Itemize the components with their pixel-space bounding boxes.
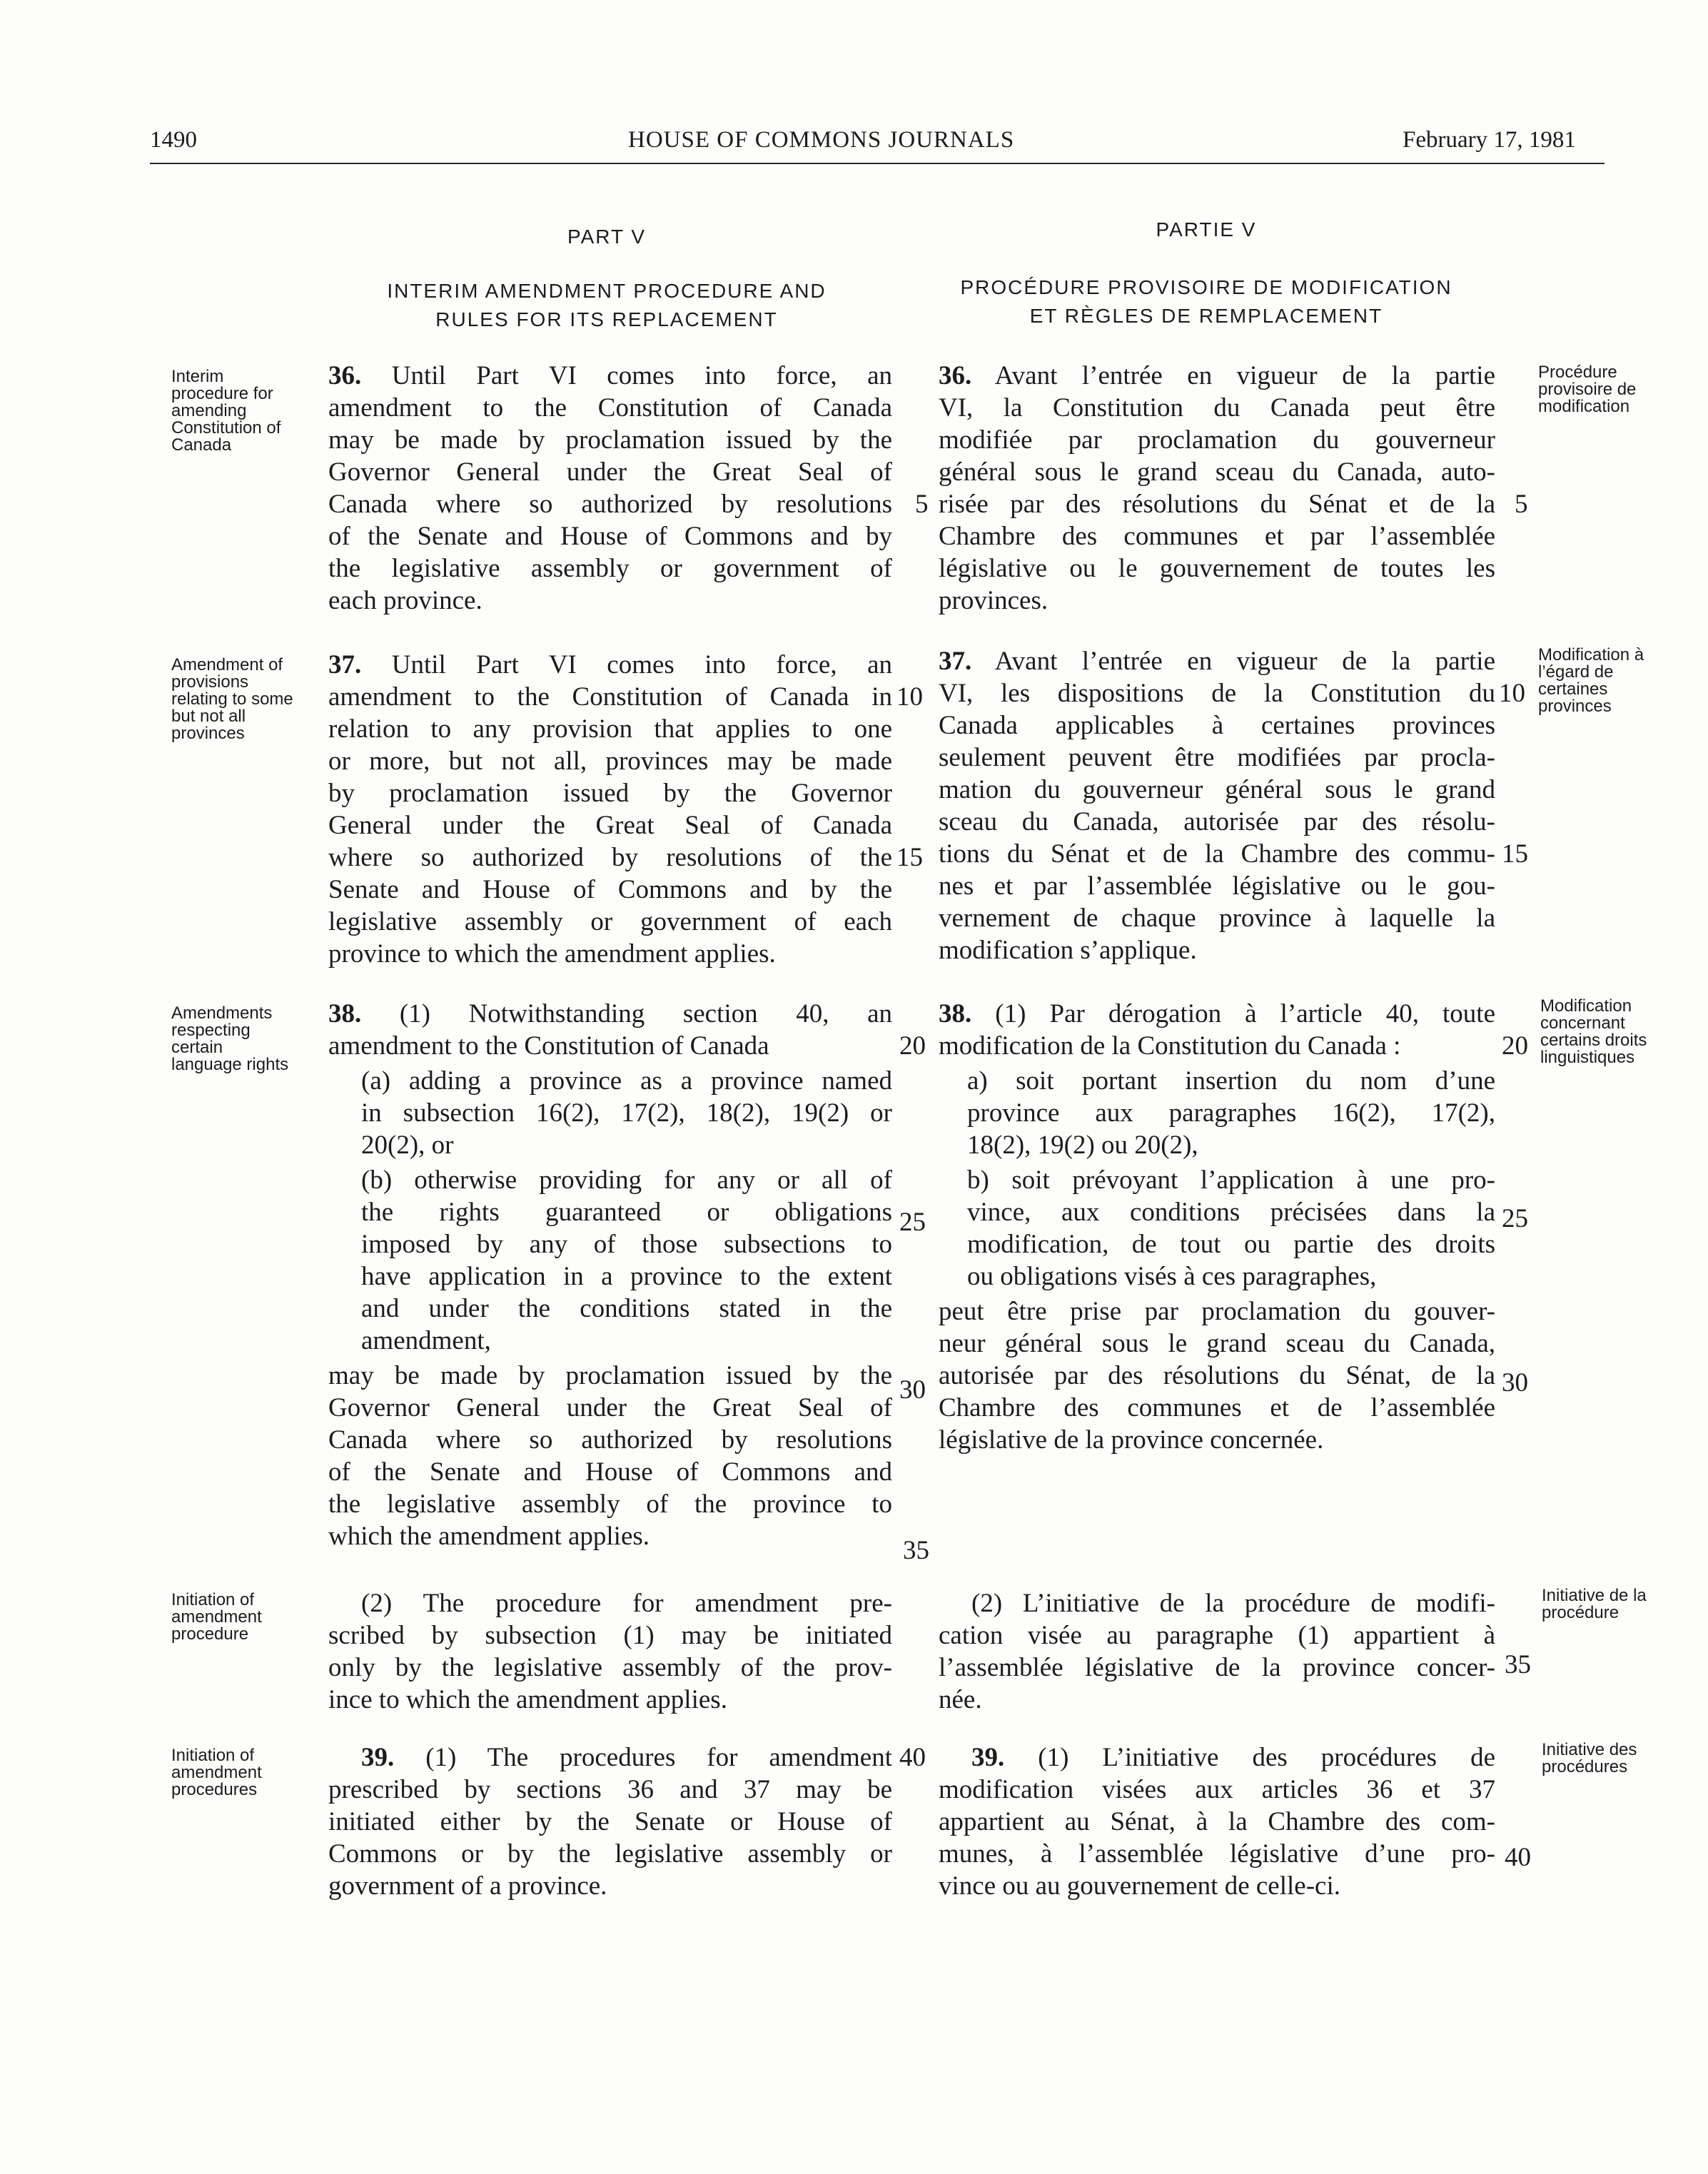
en-section-38: [328, 998, 892, 1552]
en-margin-note-38: [171, 1005, 288, 1073]
text-line: which the amendment applies.: [328, 1522, 650, 1551]
text-line: sceau du Canada, autorisée par des résolu-: [939, 807, 1495, 836]
text-line: Canada applicables à certaines provinces: [939, 711, 1495, 740]
note-line: certain: [171, 1038, 223, 1057]
text-line: the legislative assembly or government of: [328, 554, 892, 583]
section-number: 39.: [361, 1743, 395, 1772]
note-line: l’égard de: [1538, 662, 1614, 682]
text-line: née.: [939, 1685, 982, 1714]
text-line: (a) adding a province as a province named: [361, 1066, 892, 1096]
fr-line-number: 10: [1499, 679, 1525, 708]
en-line-number: 40: [899, 1743, 926, 1772]
text-line: ou obligations visés à ces paragraphes,: [967, 1262, 1377, 1291]
fr-margin-note-36: [1538, 364, 1636, 415]
text-line: VI, la Constitution du Canada peut être: [939, 393, 1495, 423]
fr-part-title-line: ET RÈGLES DE REMPLACEMENT: [1029, 305, 1383, 327]
text-line: général sous le grand sceau du Canada, auto-: [939, 457, 1495, 487]
en-margin-note-37: [171, 657, 293, 742]
note-line: provisions: [171, 672, 249, 692]
paragraph-a: [328, 1065, 892, 1161]
note-line: certaines: [1538, 679, 1608, 699]
text-line: (2) The procedure for amendment pre-: [361, 1589, 892, 1618]
en-part-title-line: INTERIM AMENDMENT PROCEDURE AND: [387, 280, 827, 302]
fr-line-number: 30: [1502, 1368, 1528, 1397]
en-part-title-line: RULES FOR ITS REPLACEMENT: [435, 308, 778, 330]
note-line: Initiation of: [171, 1746, 255, 1765]
text-line: 20(2), or: [361, 1131, 454, 1160]
text-line: imposed by any of those subsections to: [361, 1230, 892, 1259]
note-line: amendment: [171, 1763, 262, 1782]
text-line: Governor General under the Great Seal of: [328, 457, 892, 487]
text-line: (b) otherwise providing for any or all of: [361, 1166, 892, 1195]
header-rule: [150, 163, 1605, 164]
line-text: Until Part VI comes into force, an: [361, 361, 892, 390]
section-number: 37.: [939, 647, 972, 676]
text-line: tions du Sénat et de la Chambre des commu-: [939, 839, 1495, 869]
text-line: modification de la Constitution du Canada :: [939, 1031, 1401, 1061]
text-line: Commons or by the legislative assembly or: [328, 1839, 892, 1869]
text-line: of the Senate and House of Commons and: [328, 1457, 892, 1487]
fr-line-number: 25: [1502, 1204, 1528, 1233]
journal-title: HOUSE OF COMMONS JOURNALS: [628, 127, 1015, 153]
note-line: provinces: [1538, 697, 1612, 716]
en-line-number: 30: [899, 1375, 926, 1405]
en-section-37: [328, 649, 892, 970]
text-line: modification, de tout ou partie des droits: [967, 1230, 1495, 1259]
text-line: in subsection 16(2), 17(2), 18(2), 19(2) or: [361, 1098, 892, 1128]
section-number: 36.: [939, 361, 972, 390]
fr-line-number: 20: [1502, 1031, 1528, 1061]
text-line: relation to any provision that applies to one: [328, 714, 892, 744]
text-line: government of a province.: [328, 1871, 607, 1901]
line-text: Avant l’entrée en vigueur de la partie: [971, 647, 1495, 676]
text-line: législative ou le gouvernement de toutes les: [939, 554, 1495, 583]
note-line: concernant: [1540, 1013, 1625, 1033]
text-line: may be made by proclamation issued by the: [328, 1361, 892, 1390]
paragraph-a: [939, 1065, 1495, 1161]
fr-line-number: 35: [1505, 1650, 1531, 1679]
text-line: amendment to the Constitution of Canada: [328, 1031, 769, 1061]
closing-words: [328, 1360, 892, 1552]
text-line: Chambre des communes et par l’assemblée: [939, 522, 1495, 551]
line-text: (1) L’initiative des procédures de: [1004, 1743, 1495, 1772]
note-line: procédure: [1542, 1603, 1619, 1622]
line-text: (1) Par dérogation à l’article 40, toute: [971, 999, 1495, 1028]
text-line: may be made by proclamation issued by the: [328, 425, 892, 455]
note-line: Interim: [171, 367, 224, 386]
line-text: Until Part VI comes into force, an: [361, 650, 892, 679]
note-line: provinces: [171, 724, 245, 743]
text-line: modification visées aux articles 36 et 37: [939, 1775, 1495, 1804]
note-line: Amendments: [171, 1003, 273, 1023]
text-line: initiated either by the Senate or House of: [328, 1807, 892, 1836]
text-line: province aux paragraphes 16(2), 17(2),: [967, 1098, 1495, 1128]
note-line: Procédure: [1538, 363, 1617, 382]
text-line: [328, 360, 892, 392]
text-line: l’assemblée législative de la province concer-: [939, 1653, 1495, 1682]
fr-margin-note-39: [1542, 1741, 1637, 1776]
fr-line-number: 5: [1515, 490, 1528, 519]
text-line: prescribed by sections 36 and 37 may be: [328, 1775, 892, 1804]
text-line: Chambre des communes et de l’assemblée: [939, 1393, 1495, 1422]
text-line: Governor General under the Great Seal of: [328, 1393, 892, 1422]
text-line: legislative assembly or government of each: [328, 907, 892, 936]
section-number: 37.: [328, 650, 362, 679]
page-number: 1490: [150, 127, 197, 153]
text-line: modification s’applique.: [939, 936, 1197, 965]
note-line: procedure: [171, 1624, 249, 1644]
en-subsection-38-2: [328, 1587, 892, 1716]
note-line: amending: [171, 401, 247, 420]
text-line: provinces.: [939, 586, 1048, 615]
note-line: Initiative des: [1542, 1740, 1637, 1759]
text-line: where so authorized by resolutions of the: [328, 843, 892, 872]
fr-part-title-line: PROCÉDURE PROVISOIRE DE MODIFICATION: [960, 276, 1452, 298]
text-line: [939, 1741, 1495, 1774]
fr-line-number: 40: [1505, 1843, 1531, 1872]
closing-words: [939, 1295, 1495, 1456]
text-line: vince, aux conditions précisées dans la: [967, 1198, 1495, 1227]
text-line: [939, 645, 1495, 677]
text-line: a) soit portant insertion du nom d’une: [967, 1066, 1495, 1096]
en-part-heading: PART V: [567, 226, 647, 248]
en-margin-note-39: [171, 1747, 262, 1799]
note-line: amendment: [171, 1607, 262, 1627]
text-line: or more, but not all, provinces may be made: [328, 747, 892, 776]
text-line: 18(2), 19(2) ou 20(2),: [967, 1131, 1198, 1160]
section-number: 36.: [328, 361, 362, 390]
text-line: risée par des résolutions du Sénat et de la: [939, 490, 1495, 519]
en-margin-note-38-2: [171, 1592, 262, 1643]
en-section-36: [328, 360, 892, 617]
paragraph-b: [939, 1164, 1495, 1293]
fr-part-title: [928, 273, 1485, 330]
text-line: [328, 649, 892, 681]
text-line: peut être prise par proclamation du gouver-: [939, 1297, 1495, 1326]
text-line: have application in a province to the extent: [361, 1262, 892, 1291]
note-line: Initiation of: [171, 1590, 255, 1609]
note-line: Canada: [171, 435, 232, 455]
en-section-39: [328, 1741, 892, 1902]
note-line: Modification à: [1538, 645, 1644, 664]
en-line-number: 25: [899, 1208, 926, 1237]
text-line: ince to which the amendment applies.: [328, 1685, 727, 1714]
fr-line-number: 15: [1502, 839, 1528, 869]
note-line: Modification: [1540, 996, 1632, 1016]
fr-section-38: [939, 998, 1495, 1456]
text-line: [939, 998, 1495, 1030]
en-line-number: 35: [903, 1536, 929, 1565]
note-line: but not all: [171, 707, 246, 726]
note-line: Initiative de la: [1542, 1586, 1647, 1605]
text-line: seulement peuvent être modifiées par procla-: [939, 743, 1495, 772]
text-line: amendment to the Constitution of Canada in: [328, 682, 892, 712]
fr-margin-note-38-2: [1542, 1587, 1647, 1622]
text-line: modifiée par proclamation du gouverneur: [939, 425, 1495, 455]
note-line: linguistiques: [1540, 1048, 1635, 1067]
en-margin-note-36: [171, 368, 281, 454]
text-line: mation du gouverneur général sous le grand: [939, 775, 1495, 804]
en-part-title: [328, 277, 885, 334]
text-line: munes, à l’assemblée législative d’une pro-: [939, 1839, 1495, 1869]
en-line-number: 10: [896, 682, 923, 712]
note-line: respecting: [171, 1021, 251, 1040]
text-line: appartient au Sénat, à la Chambre des com-: [939, 1807, 1495, 1836]
text-line: [939, 360, 1495, 392]
section-number: 39.: [971, 1743, 1005, 1772]
note-line: Amendment of: [171, 655, 283, 674]
note-line: certains droits: [1540, 1031, 1647, 1050]
text-line: (2) L’initiative de la procédure de modifi-: [971, 1589, 1495, 1618]
text-line: Canada where so authorized by resolutions: [328, 1425, 892, 1455]
fr-section-36: [939, 360, 1495, 617]
text-line: vince ou au gouvernement de celle-ci.: [939, 1871, 1340, 1901]
text-line: amendment to the Constitution of Canada: [328, 393, 892, 423]
text-line: the rights guaranteed or obligations: [361, 1198, 892, 1227]
line-text: Avant l’entrée en vigueur de la partie: [971, 361, 1495, 390]
en-line-number: 15: [896, 843, 923, 872]
text-line: by proclamation issued by the Governor: [328, 779, 892, 808]
note-line: procedures: [171, 1780, 258, 1799]
section-number: 38.: [328, 999, 362, 1028]
text-line: amendment,: [361, 1326, 491, 1355]
text-line: province to which the amendment applies.: [328, 939, 776, 969]
en-line-number: 5: [915, 490, 929, 519]
line-text: (1) Notwithstanding section 40, an: [361, 999, 892, 1028]
text-line: the legislative assembly of the province to: [328, 1490, 892, 1519]
fr-margin-note-38: [1540, 998, 1647, 1066]
text-line: autorisée par des résolutions du Sénat, de la: [939, 1361, 1495, 1390]
text-line: and under the conditions stated in the: [361, 1294, 892, 1323]
text-line: vernement de chaque province à laquelle la: [939, 904, 1495, 933]
text-line: neur général sous le grand sceau du Canada,: [939, 1329, 1495, 1358]
text-line: Senate and House of Commons and by the: [328, 875, 892, 904]
text-line: of the Senate and House of Commons and by: [328, 522, 892, 551]
note-line: procedure for: [171, 384, 273, 403]
text-line: nes et par l’assemblée législative ou le gou-: [939, 871, 1495, 901]
text-line: cation visée au paragraphe (1) appartient à: [939, 1621, 1495, 1650]
note-line: procédures: [1542, 1757, 1628, 1776]
fr-margin-note-37: [1538, 647, 1644, 715]
en-line-number: 20: [899, 1031, 926, 1061]
text-line: Canada where so authorized by resolutions: [328, 490, 892, 519]
text-line: scribed by subsection (1) may be initiated: [328, 1621, 892, 1650]
text-line: [328, 998, 892, 1030]
paragraph-b: [328, 1164, 892, 1357]
text-line: General under the Great Seal of Canada: [328, 811, 892, 840]
text-line: only by the legislative assembly of the prov-: [328, 1653, 892, 1682]
section-number: 38.: [939, 999, 972, 1028]
fr-section-37: [939, 645, 1495, 966]
text-line: [328, 1741, 892, 1774]
text-line: each province.: [328, 586, 482, 615]
note-line: language rights: [171, 1055, 289, 1074]
note-line: modification: [1538, 397, 1630, 416]
text-line: b) soit prévoyant l’application à une pro-: [967, 1166, 1495, 1195]
note-line: Constitution of: [171, 418, 281, 438]
text-line: législative de la province concernée.: [939, 1425, 1324, 1455]
text-line: VI, les dispositions de la Constitution du: [939, 679, 1495, 708]
fr-part-heading: PARTIE V: [1156, 218, 1257, 241]
fr-subsection-38-2: [939, 1587, 1495, 1716]
note-line: provisoire de: [1538, 380, 1637, 399]
fr-section-39: [939, 1741, 1495, 1902]
line-text: (1) The procedures for amendment: [394, 1743, 892, 1772]
date: February 17, 1981: [1403, 127, 1576, 153]
note-line: relating to some: [171, 689, 293, 709]
